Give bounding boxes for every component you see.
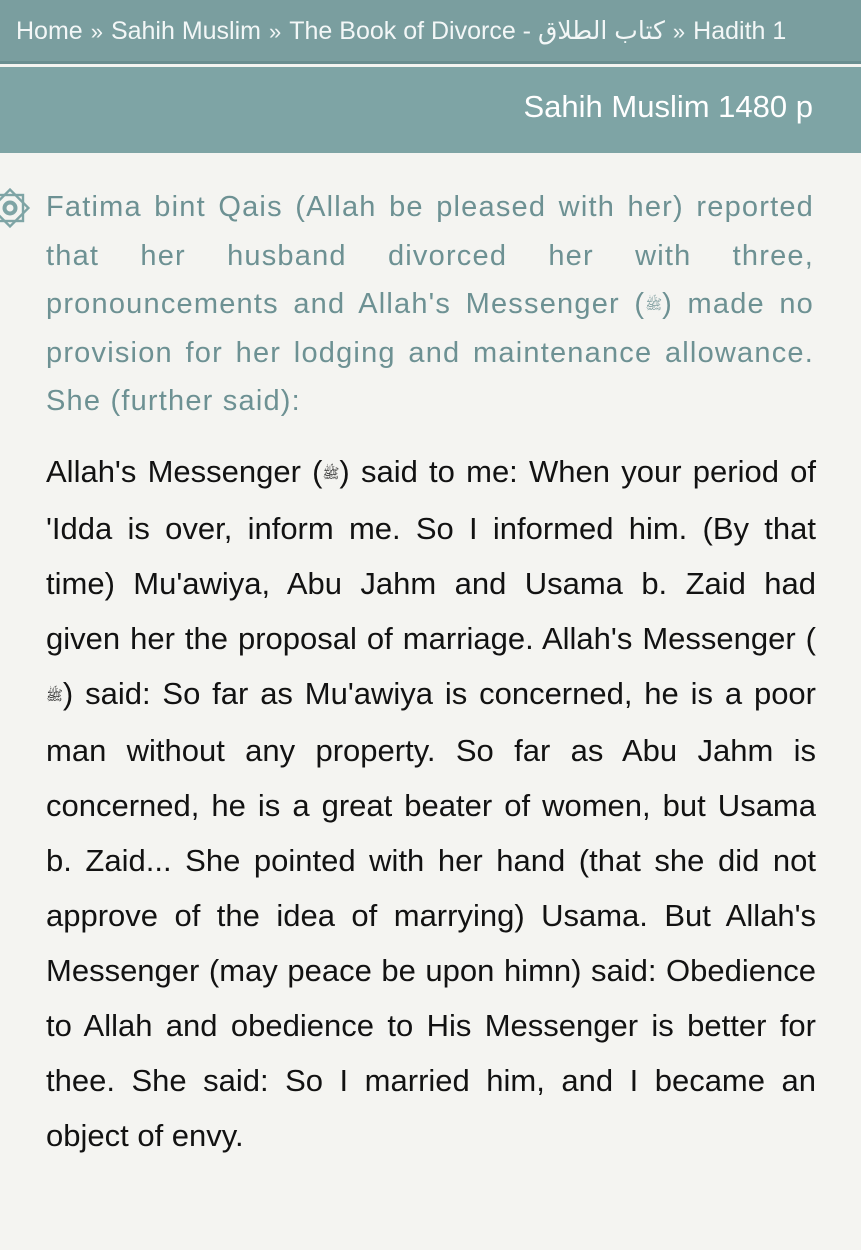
breadcrumb-current-hadith: Hadith 1 (693, 17, 787, 45)
hadith-reference-title: Sahih Muslim 1480 p (523, 89, 813, 124)
pbuh-glyph: ﷺ (46, 687, 63, 703)
breadcrumb-separator: » (672, 19, 686, 44)
pbuh-glyph: ﷺ (645, 296, 663, 312)
breadcrumb-collection-link[interactable]: Sahih Muslim (110, 17, 261, 45)
breadcrumb-home-link[interactable]: Home (16, 17, 83, 45)
breadcrumb-book-link[interactable]: The Book of Divorce - كتاب الطلاق (289, 17, 665, 45)
pbuh-glyph: ﷺ (322, 465, 340, 481)
hadith-text: Allah's Messenger (ﷺ) said to me: When your period of 'Idda is over, inform me. So I informed him. (By that time) Mu'awiya, Abu Jahm and Usama b. Zaid had given her the proposal of marriage. Allah's Messenger (ﷺ) said: So far as Mu'awiya is concerned, he is a poor man without any property. So far as Abu Jahm is concerned, he is a great beater of women, but Usama b. Zaid... She pointed with her hand (that she did not approve of the idea of marrying) Usama. But Allah's Messenger (may peace be upon himn) said: Obedience to Allah and obedience to His Messenger is better for thee. She said: So I married him, and I became an object of envy. (46, 444, 816, 1163)
rosette-icon (0, 186, 32, 230)
hadith-title-bar (0, 67, 861, 153)
narrator-text: Fatima bint Qais (Allah be pleased with her) reported that her husband divorced her with three, pronouncements and Allah's Messenger (ﷺ) made no provision for her lodging and maintenance allowance. She (further said): (46, 191, 815, 417)
breadcrumb (0, 0, 861, 64)
breadcrumb-separator: » (269, 19, 282, 44)
breadcrumb-separator: » (90, 19, 103, 44)
